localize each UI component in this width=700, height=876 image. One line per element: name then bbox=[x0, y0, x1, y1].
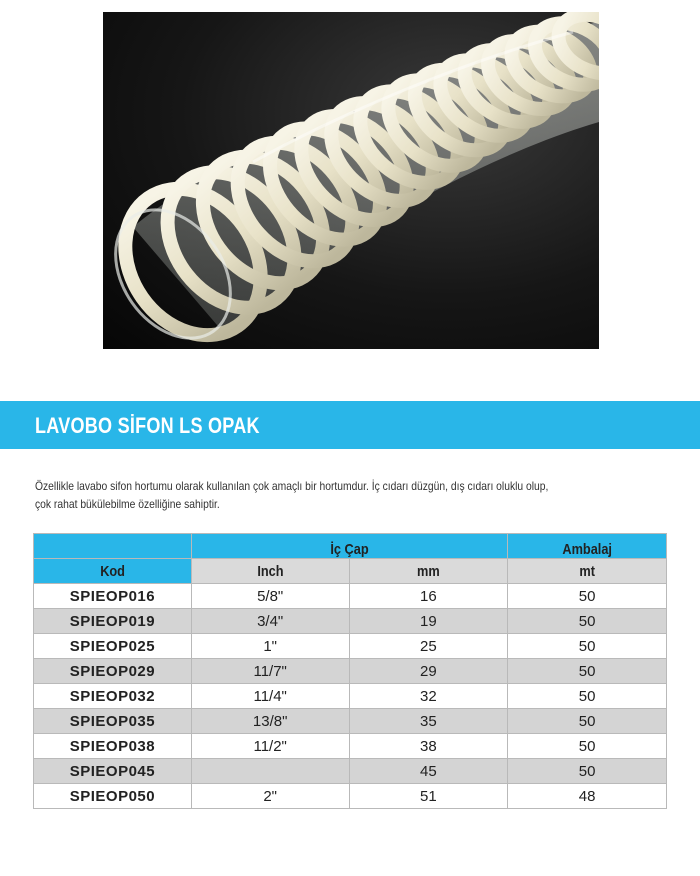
description-line-1: Özellikle lavabo sifon hortumu olarak kullanılan çok amaçlı bir hortumdur. İç cıdarı düzgün, dış cıdarı oluklu olup, bbox=[35, 479, 549, 493]
hero-band bbox=[0, 0, 700, 360]
cell-inch: 11/2" bbox=[191, 734, 349, 759]
cell-mt: 50 bbox=[508, 634, 667, 659]
page-title: LAVOBO SİFON LS OPAK bbox=[35, 413, 260, 438]
header-kod bbox=[34, 559, 192, 584]
cell-mm: 45 bbox=[349, 759, 508, 784]
header-mm bbox=[349, 559, 508, 584]
table-row bbox=[34, 709, 667, 734]
cell-mt: 50 bbox=[508, 684, 667, 709]
table-row bbox=[34, 784, 667, 809]
cell-mt: 50 bbox=[508, 734, 667, 759]
table-row bbox=[34, 684, 667, 709]
header-mt bbox=[508, 559, 667, 584]
description-line-2: çok rahat bükülebilme özelliğine sahiptir. bbox=[35, 497, 220, 511]
table-row bbox=[34, 734, 667, 759]
cell-kod: SPIEOP035 bbox=[34, 709, 192, 734]
header-ic-cap-label: İç Çap bbox=[330, 541, 369, 558]
cell-kod: SPIEOP019 bbox=[34, 609, 192, 634]
cell-inch: 1" bbox=[191, 634, 349, 659]
table-group-header bbox=[34, 534, 667, 559]
cell-inch: 11/4" bbox=[191, 684, 349, 709]
cell-mt: 50 bbox=[508, 609, 667, 634]
table-column-header bbox=[34, 559, 667, 584]
table-row bbox=[34, 609, 667, 634]
table-row bbox=[34, 634, 667, 659]
cell-inch: 11/7" bbox=[191, 659, 349, 684]
cell-mt: 50 bbox=[508, 659, 667, 684]
header-ambalaj-label: Ambalaj bbox=[562, 541, 612, 558]
table-row bbox=[34, 584, 667, 609]
cell-mm: 51 bbox=[349, 784, 508, 809]
header-kod-label: Kod bbox=[100, 562, 125, 580]
cell-inch: 13/8" bbox=[191, 709, 349, 734]
cell-mm: 29 bbox=[349, 659, 508, 684]
table-row bbox=[34, 659, 667, 684]
table-row bbox=[34, 759, 667, 784]
cell-kod: SPIEOP016 bbox=[34, 584, 192, 609]
cell-inch: 3/4" bbox=[191, 609, 349, 634]
cell-kod: SPIEOP025 bbox=[34, 634, 192, 659]
header-mt-label: mt bbox=[579, 562, 595, 580]
header-ic-cap bbox=[191, 534, 507, 559]
cell-mt: 48 bbox=[508, 784, 667, 809]
title-bar bbox=[0, 401, 700, 449]
cell-mm: 25 bbox=[349, 634, 508, 659]
cell-inch: 2" bbox=[191, 784, 349, 809]
cell-kod: SPIEOP045 bbox=[34, 759, 192, 784]
cell-mm: 16 bbox=[349, 584, 508, 609]
cell-kod: SPIEOP050 bbox=[34, 784, 192, 809]
cell-mt: 50 bbox=[508, 584, 667, 609]
header-mm-label: mm bbox=[417, 562, 440, 580]
product-photo bbox=[103, 12, 599, 349]
cell-inch bbox=[191, 759, 349, 784]
header-inch bbox=[191, 559, 349, 584]
spec-table bbox=[33, 533, 667, 809]
hose-illustration bbox=[103, 12, 599, 349]
product-description bbox=[35, 477, 671, 513]
cell-mt: 50 bbox=[508, 759, 667, 784]
cell-mt: 50 bbox=[508, 709, 667, 734]
header-ambalaj bbox=[508, 534, 667, 559]
cell-inch: 5/8" bbox=[191, 584, 349, 609]
header-inch-label: Inch bbox=[257, 562, 284, 580]
cell-mm: 19 bbox=[349, 609, 508, 634]
cell-mm: 38 bbox=[349, 734, 508, 759]
cell-kod: SPIEOP029 bbox=[34, 659, 192, 684]
cell-mm: 35 bbox=[349, 709, 508, 734]
cell-mm: 32 bbox=[349, 684, 508, 709]
header-blank bbox=[34, 534, 192, 559]
cell-kod: SPIEOP032 bbox=[34, 684, 192, 709]
cell-kod: SPIEOP038 bbox=[34, 734, 192, 759]
